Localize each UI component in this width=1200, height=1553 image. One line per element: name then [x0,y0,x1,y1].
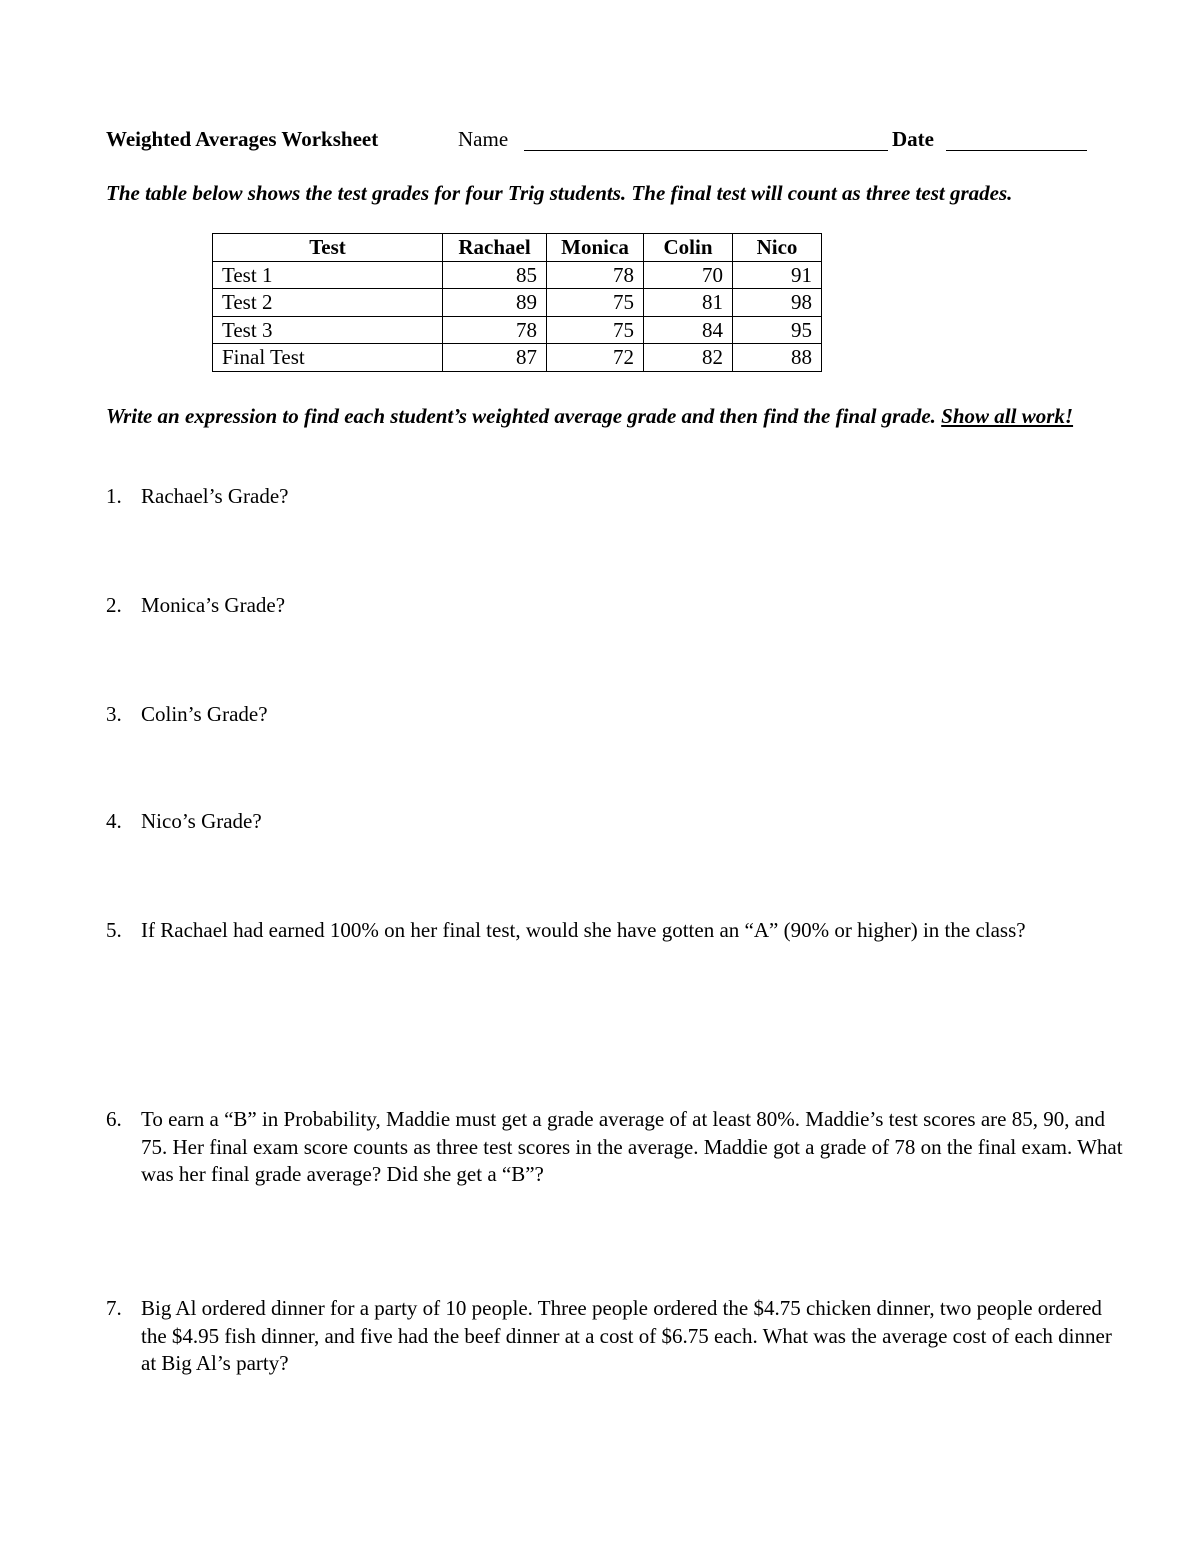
question-number: 1. [106,484,122,508]
table-row [213,289,822,317]
header-cell-test: Test [213,234,443,262]
header-cell-colin: Colin [644,234,733,262]
table-row [213,316,822,344]
score-cell: 81 [644,289,733,317]
score-cell: 85 [443,261,547,289]
directions-main: Write an expression to find each student’s weighted average grade and then find the final grade. [106,404,942,428]
score-cell: 75 [547,289,644,317]
question-text: Colin’s Grade? [141,702,268,726]
row-label: Test 3 [213,316,443,344]
name-label: Name [458,127,509,151]
question-text: If Rachael had earned 100% on her final test, would she have gotten an “A” (90% or higher) in the class? [141,918,1026,942]
worksheet-title: Weighted Averages Worksheet [106,127,379,151]
question-text: Nico’s Grade? [141,809,262,833]
score-cell: 75 [547,316,644,344]
directions-emphasis: Show all work! [941,404,1074,428]
header-cell-nico: Nico [733,234,822,262]
question-text: Monica’s Grade? [141,593,286,617]
score-cell: 95 [733,316,822,344]
score-cell: 72 [547,344,644,372]
question-number: 3. [106,702,122,726]
date-blank-line [946,150,1087,151]
grades-table [212,233,822,372]
row-label: Test 2 [213,289,443,317]
score-cell: 78 [547,261,644,289]
directions-text [106,403,1118,430]
row-label: Test 1 [213,261,443,289]
score-cell: 87 [443,344,547,372]
question-number: 7. [106,1296,122,1320]
score-cell: 88 [733,344,822,372]
score-cell: 89 [443,289,547,317]
score-cell: 91 [733,261,822,289]
score-cell: 70 [644,261,733,289]
score-cell: 82 [644,344,733,372]
score-cell: 78 [443,316,547,344]
question-number: 4. [106,809,122,833]
question-text: Rachael’s Grade? [141,484,289,508]
row-label: Final Test [213,344,443,372]
table-row [213,344,822,372]
question-text: Big Al ordered dinner for a party of 10 people. Three people ordered the $4.75 chicken dinner, two people ordered the $4.95 fish dinner, and five had the beef dinner at a cost of $6.75 each. What was the average cost of each dinner at Big Al’s party? [141,1296,1112,1375]
header-cell-monica: Monica [547,234,644,262]
question-number: 6. [106,1107,122,1131]
table-row [213,261,822,289]
question-text: To earn a “B” in Probability, Maddie must get a grade average of at least 80%. Maddie’s test scores are 85, 90, and 75. Her final exam score counts as three test scores in the average. Maddie got a grade of 78 on the final exam. What was her final grade average? Did she get a “B”? [141,1107,1123,1186]
question-number: 2. [106,593,122,617]
question-number: 5. [106,918,122,942]
intro-text: The table below shows the test grades for four Trig students. The final test will count as three test grades. [106,181,1013,205]
date-label: Date [892,127,934,151]
score-cell: 98 [733,289,822,317]
worksheet-header [106,127,1096,155]
header-cell-rachael: Rachael [443,234,547,262]
score-cell: 84 [644,316,733,344]
name-blank-line [524,150,888,151]
table-header-row [213,234,822,262]
